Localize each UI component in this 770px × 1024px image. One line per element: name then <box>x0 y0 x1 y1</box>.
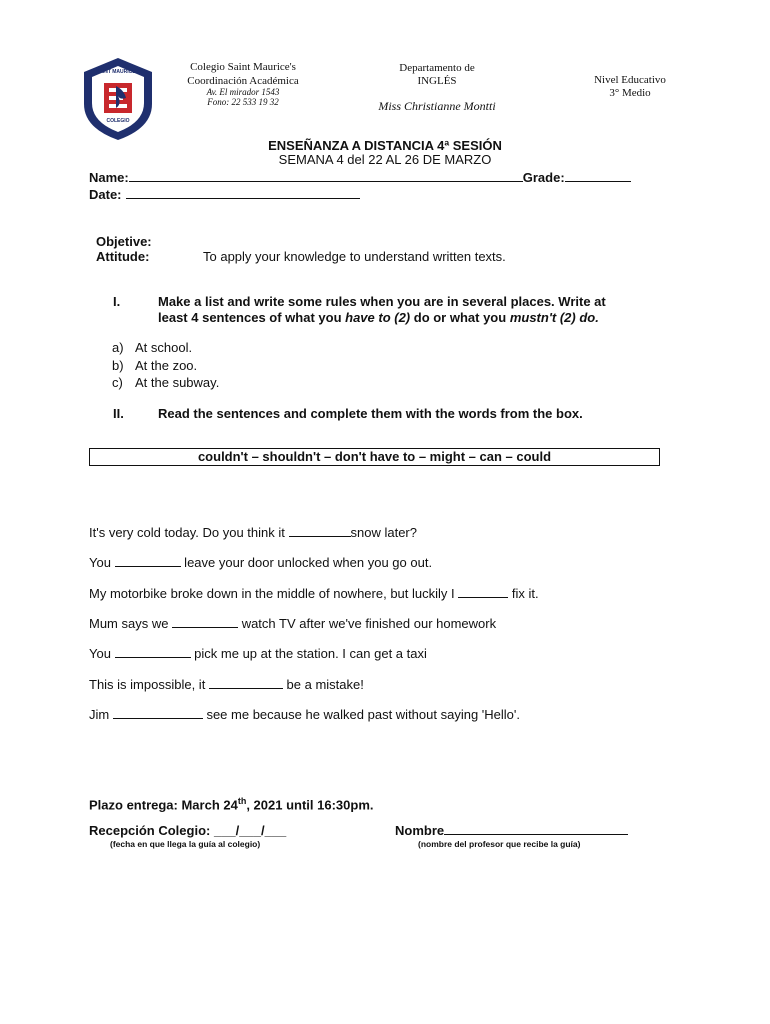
grade-label: Grade: <box>522 170 565 185</box>
sentence-text: see me because he walked past without saying 'Hello'. <box>202 707 520 722</box>
sentence <box>89 707 520 722</box>
school-logo <box>80 56 156 142</box>
sentence-text: You <box>89 555 115 570</box>
date-field[interactable] <box>126 187 360 199</box>
sentence <box>89 646 427 661</box>
sentence-text: Jim <box>89 707 113 722</box>
department-label: Departamento de <box>399 62 475 74</box>
sentence-text: watch TV after we've finished our homework <box>238 616 497 631</box>
name-label: Name: <box>89 170 129 185</box>
attitude-text: To apply your knowledge to understand written texts. <box>203 249 506 264</box>
answer-blank[interactable] <box>113 707 203 719</box>
reception-label: Recepción Colegio: ___/___/___ <box>89 823 287 838</box>
section1-line1: Make a list and write some rules when you are in several places. Write at <box>158 294 606 309</box>
list-item <box>112 374 219 392</box>
answer-blank[interactable] <box>172 616 238 628</box>
answer-blank[interactable] <box>115 555 181 567</box>
sentence-text: This is impossible, it <box>89 677 209 692</box>
nombre-label: Nombre <box>395 823 445 838</box>
section2-instruction: Read the sentences and complete them with the words from the box. <box>158 406 583 421</box>
list-item <box>112 357 219 375</box>
sentence <box>89 616 496 631</box>
nombre-note: (nombre del profesor que recibe la guía) <box>418 839 581 849</box>
objetive-label: Objetive: <box>96 234 152 249</box>
school-name: Colegio Saint Maurice's <box>190 61 296 73</box>
sentence-text: snow later? <box>350 525 417 540</box>
sentence <box>89 525 417 540</box>
nombre-field[interactable] <box>444 823 628 835</box>
list-item <box>112 339 219 357</box>
phone: Fono: 22 533 19 32 <box>207 97 279 107</box>
teacher-name: Miss Christianne Montti <box>378 99 496 113</box>
section2-numeral: II. <box>113 406 124 421</box>
deadline-text-end: , 2021 until 16:30pm. <box>246 797 374 813</box>
nombre-row <box>395 823 628 838</box>
sentence-text: My motorbike broke down in the middle of nowhere, but luckily I <box>89 586 459 601</box>
name-field[interactable] <box>129 170 523 182</box>
sentence-text: pick me up at the station. I can get a taxi <box>190 646 427 661</box>
logo-top-text: SAINT MAURICE'S <box>95 69 141 75</box>
word-box <box>89 448 660 466</box>
logo-bottom-text: COLEGIO <box>106 118 130 124</box>
list-item-letter: c) <box>112 375 123 390</box>
address: Av. El mirador 1543 <box>206 87 280 97</box>
sentence <box>89 677 364 692</box>
deadline-sup: th <box>237 796 247 806</box>
list-item-text: At school. <box>135 340 193 355</box>
level-label: Nivel Educativo <box>594 74 666 86</box>
level: 3° Medio <box>609 87 651 99</box>
sentence <box>89 586 539 601</box>
sentence <box>89 555 432 570</box>
answer-blank[interactable] <box>209 677 283 689</box>
section1-list <box>112 339 219 392</box>
deadline-text: Plazo entrega: March 24 <box>89 797 238 813</box>
attitude-label: Attitude: <box>96 249 150 264</box>
list-item-text: At the subway. <box>135 375 220 390</box>
coordination: Coordinación Académica <box>187 75 299 87</box>
word-box-text: couldn't – shouldn't – don't have to – might – can – could <box>197 449 552 464</box>
department: INGLÉS <box>417 75 457 87</box>
section1-line2-a: least 4 sentences of what you <box>158 310 346 325</box>
sentence-text: leave your door unlocked when you go out. <box>180 555 433 570</box>
list-item-letter: a) <box>112 340 124 355</box>
date-row <box>89 187 360 202</box>
deadline <box>89 796 374 812</box>
date-label: Date: <box>89 187 122 202</box>
answer-blank[interactable] <box>458 586 508 598</box>
section1-line2-c: do or what you <box>410 310 510 325</box>
answer-blank[interactable] <box>289 525 351 537</box>
section1-line2-b: have to (2) <box>345 310 411 325</box>
section1-line2-d: mustn't (2) do. <box>509 310 599 325</box>
list-item-text: At the zoo. <box>135 357 198 373</box>
sentence-text: be a mistake! <box>282 677 364 692</box>
sentence-text: You <box>89 646 115 661</box>
sentence-text: It's very cold today. Do you think it <box>89 525 289 540</box>
section1-numeral: I. <box>113 294 121 309</box>
reception-note: (fecha en que llega la guía al colegio) <box>110 839 261 849</box>
sentence-text: Mum says we <box>89 616 173 631</box>
week-subtitle: SEMANA 4 del 22 AL 26 DE MARZO <box>278 152 492 167</box>
answer-blank[interactable] <box>115 646 191 658</box>
page-title: ENSEÑANZA A DISTANCIA 4ª SESIÓN <box>268 138 502 153</box>
grade-field[interactable] <box>565 170 631 182</box>
name-row <box>89 170 631 185</box>
sentence-text: fix it. <box>508 586 539 601</box>
list-item-letter: b) <box>112 357 124 373</box>
section1-line2 <box>158 310 599 325</box>
